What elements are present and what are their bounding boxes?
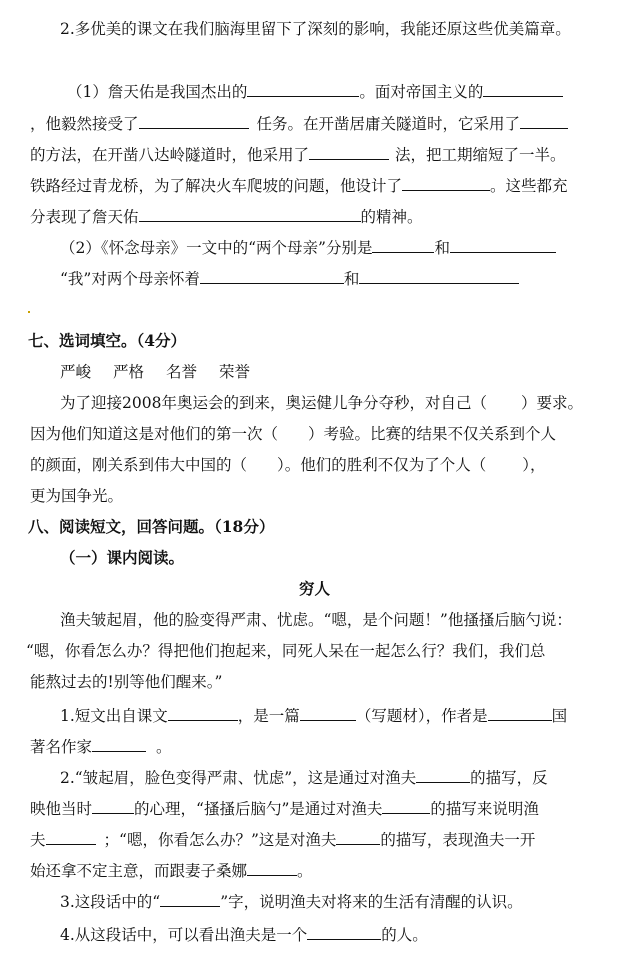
answer-blank[interactable] bbox=[46, 829, 96, 845]
answer-blank[interactable] bbox=[336, 829, 380, 845]
answer-blank[interactable] bbox=[307, 924, 381, 940]
question-2-line-1: 2.“皱起眉，脸色变得严肃、忧虑”，这是通过对渔夫 的描写，反 bbox=[60, 769, 548, 787]
intro-text: 2.多优美的课文在我们脑海里留下了深刻的影响，我能还原这些优美篇章。 bbox=[60, 20, 571, 38]
answer-blank[interactable] bbox=[247, 860, 297, 876]
question-2-line-4: 始还拿不定主意，而跟妻子桑娜 。 bbox=[30, 862, 313, 880]
answer-blank[interactable] bbox=[247, 81, 359, 97]
passage-line-3: 能熬过去的!别等他们醒来。” bbox=[30, 673, 223, 691]
answer-blank[interactable] bbox=[488, 705, 552, 721]
stray-dot bbox=[28, 311, 30, 313]
sec7-line-1: 为了迎接2008年奥运会的到来，奥运健儿争分夺秒，对自己（ ）要求。 bbox=[60, 394, 583, 412]
answer-blank[interactable] bbox=[92, 798, 134, 814]
word-choice: 名誉 bbox=[166, 363, 198, 381]
answer-blank[interactable] bbox=[309, 144, 389, 160]
answer-blank[interactable] bbox=[450, 237, 556, 253]
word-choices bbox=[60, 362, 629, 382]
answer-blank[interactable] bbox=[200, 268, 344, 284]
word-choice: 严格 bbox=[113, 363, 145, 381]
answer-blank[interactable] bbox=[483, 81, 563, 97]
sec7-line-2: 因为他们知道这是对他们的第一次（ ）考验。比赛的结果不仅关系到个人 bbox=[30, 425, 557, 443]
question-4: 4.从这段话中，可以看出渔夫是一个 的人。 bbox=[60, 926, 428, 944]
sec7-line-3: 的颜面，刚关系到伟大中国的（ ）。他们的胜利不仅为了个人（ ）， bbox=[30, 456, 546, 474]
answer-blank[interactable] bbox=[402, 175, 490, 191]
section-7-title: 七、选词填空。（4分） bbox=[28, 331, 187, 350]
zhan-line-4: 铁路经过青龙桥，为了解决火车爬坡的问题，他设计了 。这些都充 bbox=[30, 177, 568, 195]
mother-line-1: （2）《怀念母亲》一文中的“两个母亲”分别是 和 bbox=[60, 237, 629, 258]
answer-blank[interactable] bbox=[139, 113, 249, 129]
zhan-line-2: ，他毅然接受了 任务。在开凿居庸关隧道时，它采用了 bbox=[30, 113, 629, 134]
section-8-title: 八、阅读短文，回答问题。（18分） bbox=[28, 517, 275, 536]
answer-blank[interactable] bbox=[300, 705, 356, 721]
answer-blank[interactable] bbox=[160, 891, 220, 907]
question-2-line-3: 夫 ；“嗯，你看怎么办？”这是对渔夫 的描写，表现渔夫一开 bbox=[30, 831, 536, 849]
question-1-line-1: 1.短文出自课文 ，是一篇 （写题材），作者是 国 bbox=[60, 707, 568, 725]
answer-blank[interactable] bbox=[416, 767, 470, 783]
answer-blank[interactable] bbox=[168, 705, 238, 721]
passage-line-1: 渔夫皱起眉，他的脸变得严肃、忧虑。“嗯，是个问题！”他搔搔后脑勺说： bbox=[60, 611, 572, 629]
question-3: 3.这段话中的“ ”字，说明渔夫对将来的生活有清醒的认识。 bbox=[60, 893, 523, 911]
passage-title: 穷人 bbox=[298, 579, 330, 598]
question-2-line-2: 映他当时 的心理，“搔搔后脑勺”是通过对渔夫 的描写来说明渔 bbox=[30, 800, 539, 818]
answer-blank[interactable] bbox=[372, 237, 434, 253]
sec7-line-4: 更为国争光。 bbox=[30, 487, 124, 505]
zhan-line-1: （1）詹天佑是我国杰出的 。面对帝国主义的 bbox=[67, 81, 629, 102]
word-choice: 荣誉 bbox=[219, 363, 251, 381]
passage-line-2: “嗯，你看怎么办？得把他们抱起来，同死人呆在一起怎么行？我们，我们总 bbox=[26, 642, 546, 660]
zhan-line-5: 分表现了詹天佑 的精神。 bbox=[30, 208, 423, 226]
mother-line-2: “我”对两个母亲怀着 和 bbox=[60, 268, 629, 289]
section-8-subtitle: （一）课内阅读。 bbox=[60, 548, 185, 567]
answer-blank[interactable] bbox=[139, 206, 361, 222]
word-choice: 严峻 bbox=[60, 363, 92, 381]
answer-blank[interactable] bbox=[92, 736, 146, 752]
question-1-line-2: 著名作家 。 bbox=[30, 738, 172, 756]
answer-blank[interactable] bbox=[359, 268, 519, 284]
answer-blank[interactable] bbox=[520, 113, 568, 129]
answer-blank[interactable] bbox=[382, 798, 430, 814]
zhan-line-3: 的方法，在开凿八达岭隧道时，他采用了 法，把工期缩短了一半。 bbox=[30, 146, 566, 164]
